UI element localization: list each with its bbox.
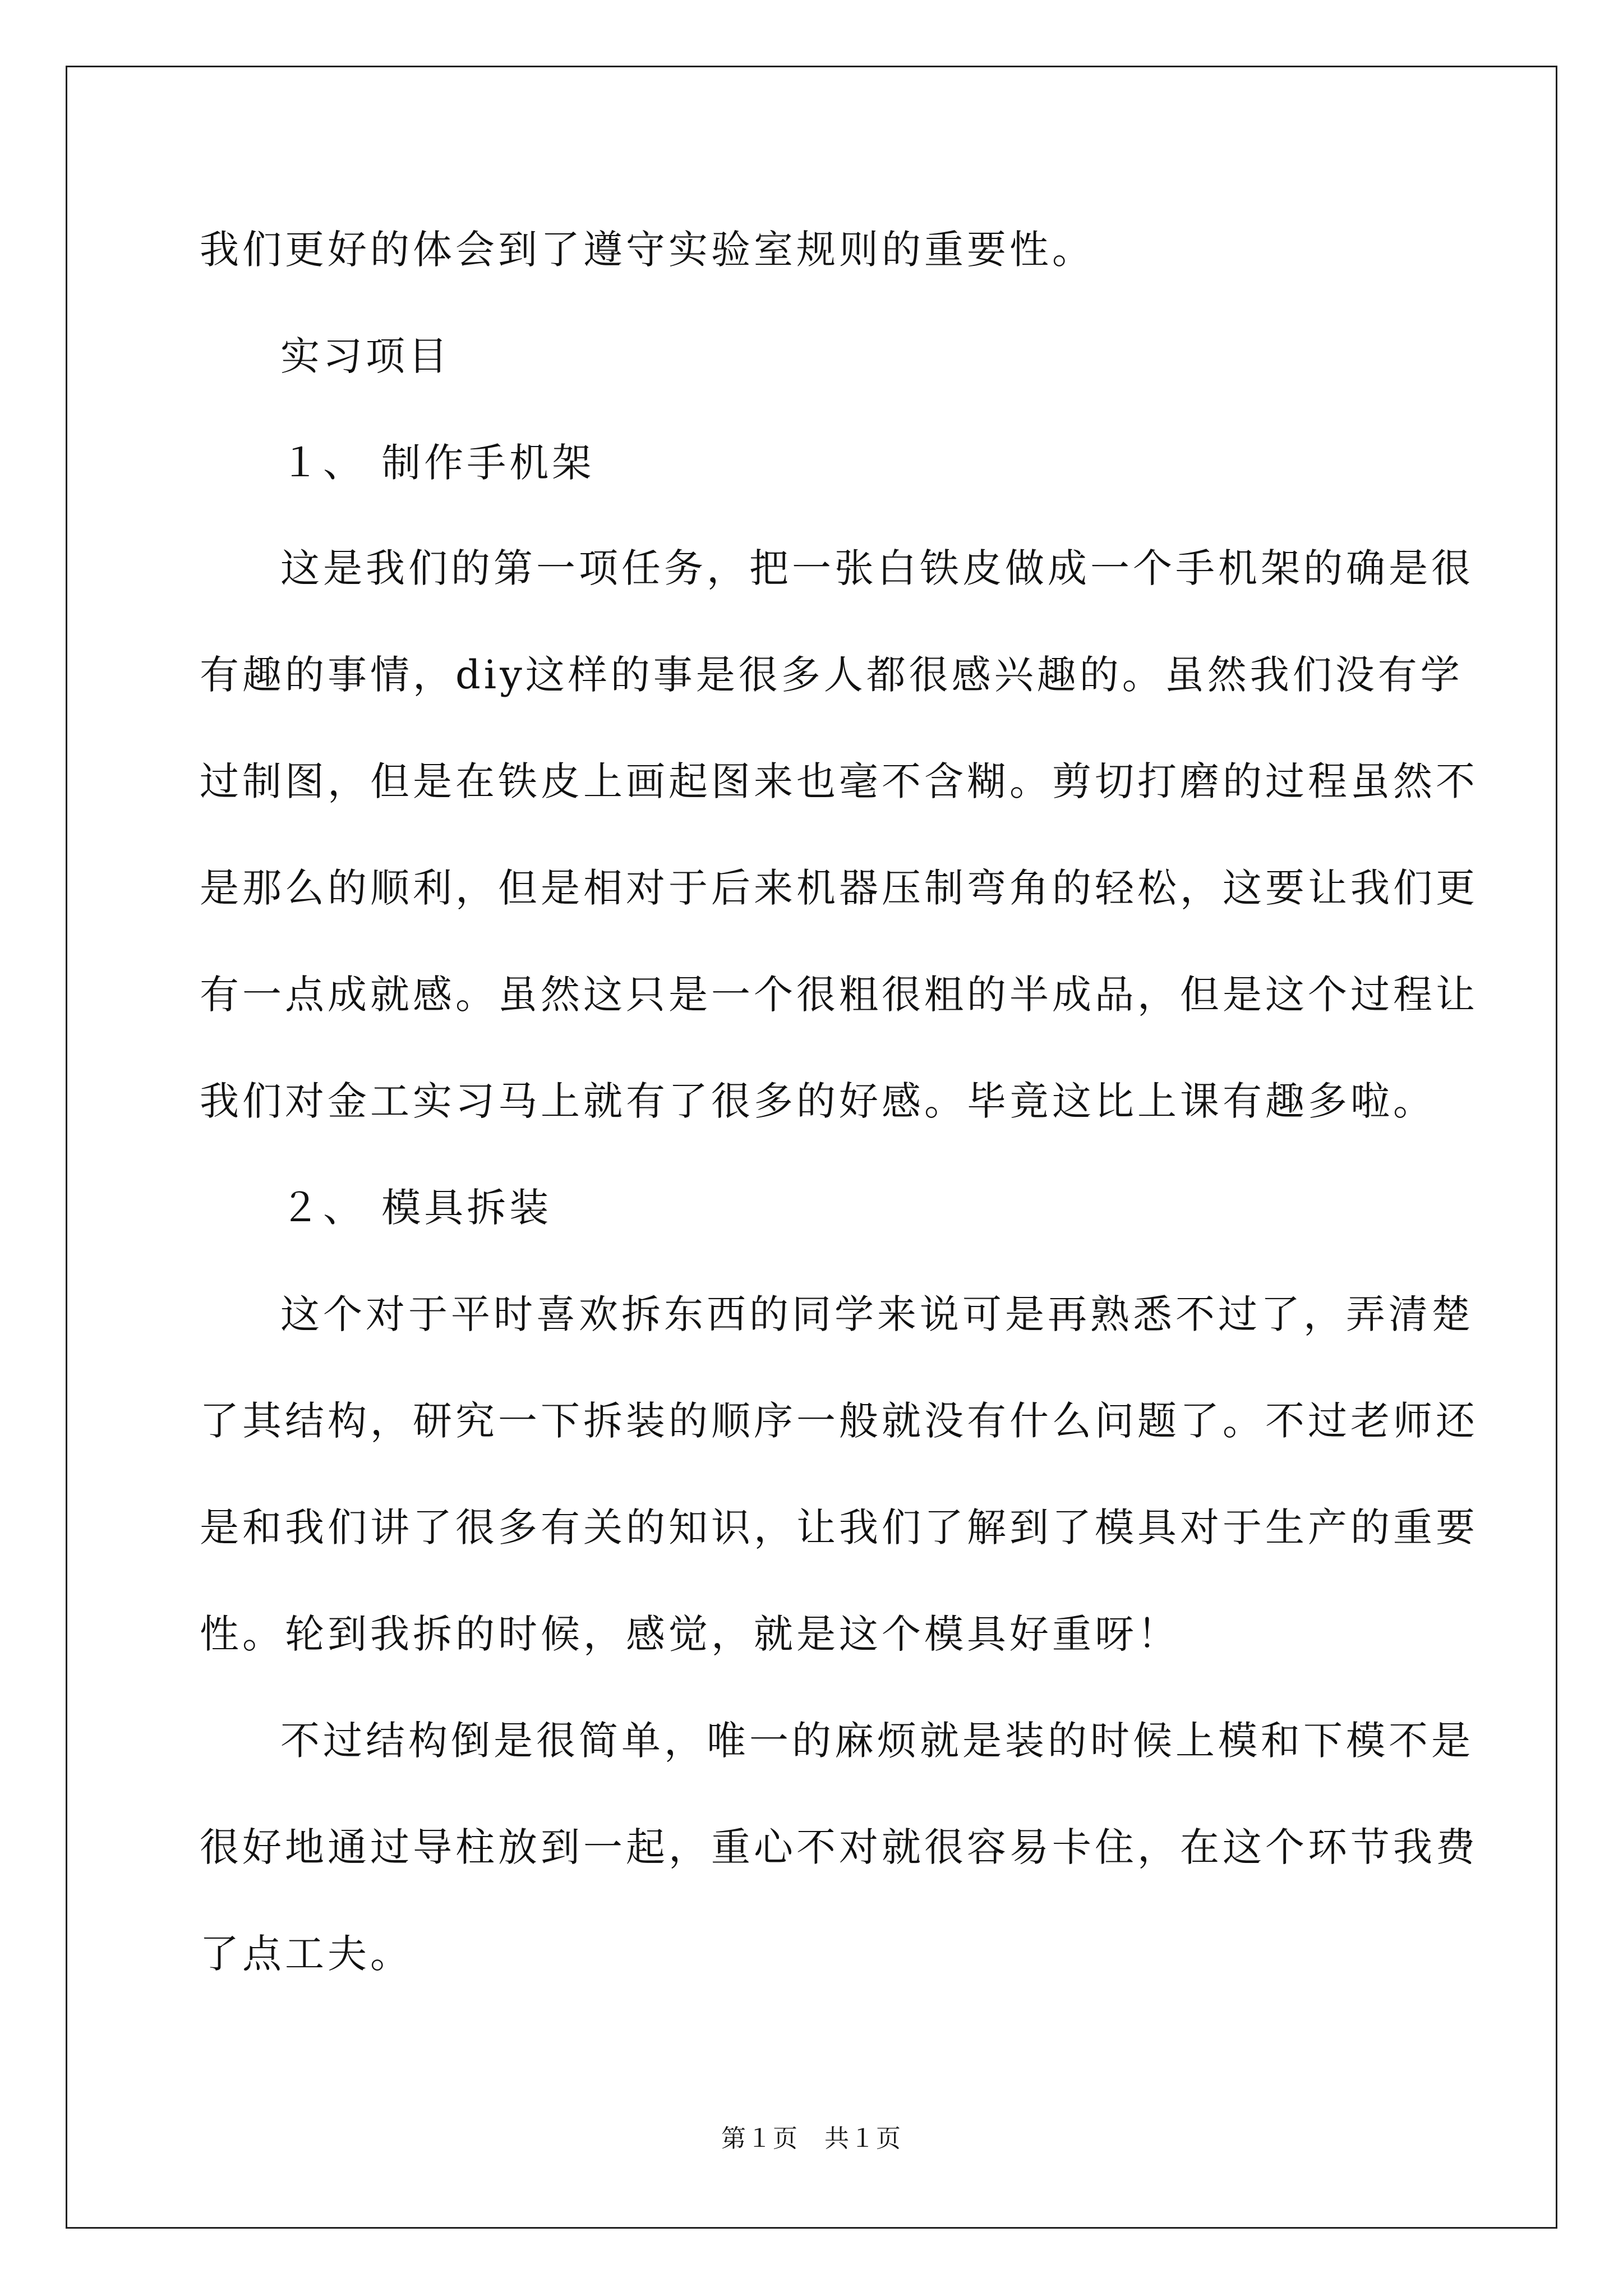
paragraph-line: 我们更好的体会到了遵守实验室规则的重要性。 — [200, 227, 1095, 273]
paragraph-line: 很好地通过导柱放到一起，重心不对就很容易卡住，在这个环节我费 — [200, 1824, 1478, 1870]
paragraph-line: 我们对金工实习马上就有了很多的好感。毕竟这比上课有趣多啦。 — [200, 1078, 1436, 1124]
paragraph-line: 是和我们讲了很多有关的知识，让我们了解到了模具对于生产的重要 — [200, 1504, 1478, 1550]
page-footer: 第１页 共１页 — [721, 2124, 902, 2153]
paragraph-line: 有趣的事情，diy这样的事是很多人都很感兴趣的。虽然我们没有学 — [200, 652, 1463, 698]
item-heading-2: ２、 模具拆装 — [280, 1185, 552, 1231]
paragraph-line: 这是我们的第一项任务，把一张白铁皮做成一个手机架的确是很 — [280, 545, 1474, 591]
paragraph-line: 性。轮到我拆的时候，感觉，就是这个模具好重呀！ — [200, 1611, 1180, 1657]
section-title: 实习项目 — [280, 333, 451, 379]
item-heading-1: １、 制作手机架 — [280, 440, 595, 486]
paragraph-line: 不过结构倒是很简单，唯一的麻烦就是装的时候上模和下模不是 — [280, 1718, 1474, 1764]
paragraph-line: 这个对于平时喜欢拆东西的同学来说可是再熟悉不过了，弄清楚 — [280, 1291, 1474, 1337]
paragraph-line: 有一点成就感。虽然这只是一个很粗很粗的半成品，但是这个过程让 — [200, 972, 1478, 1018]
paragraph-line: 是那么的顺利，但是相对于后来机器压制弯角的轻松，这要让我们更 — [200, 865, 1478, 911]
page-border — [66, 66, 1557, 2229]
paragraph-line: 了点工夫。 — [200, 1931, 413, 1977]
paragraph-line: 了其结构，研究一下拆装的顺序一般就没有什么问题了。不过老师还 — [200, 1398, 1478, 1444]
paragraph-line: 过制图，但是在铁皮上画起图来也毫不含糊。剪切打磨的过程虽然不 — [200, 758, 1478, 804]
